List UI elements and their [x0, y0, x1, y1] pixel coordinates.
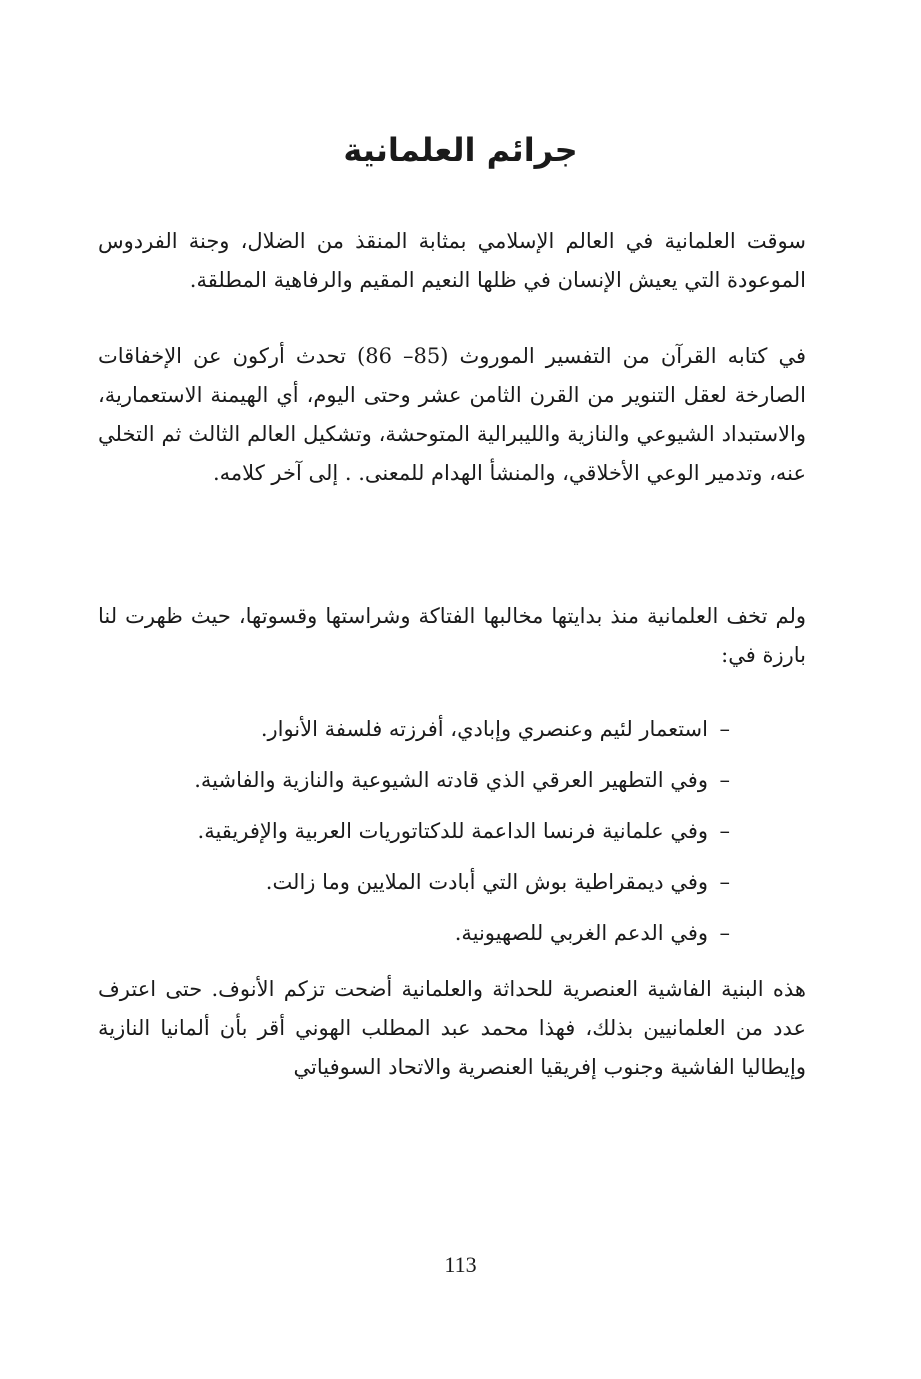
- list-item-text: وفي علمانية فرنسا الداعمة للدكتاتوريات العربية والإفريقية.: [197, 819, 708, 843]
- list-item: [98, 710, 730, 749]
- list-item-text: وفي الدعم الغربي للصهيونية.: [454, 921, 708, 945]
- bullet-dash: –: [719, 717, 730, 741]
- page-number: 113: [444, 1252, 477, 1277]
- bullet-dash: –: [719, 768, 730, 792]
- list-item-text: استعمار لئيم وعنصري وإبادي، أفرزته فلسفة الأنوار.: [260, 717, 708, 741]
- list-item: [98, 761, 730, 800]
- list-item: [98, 914, 730, 953]
- list-item-text: وفي ديمقراطية بوش التي أبادت الملايين وما زالت.: [265, 870, 708, 894]
- bullet-dash: –: [719, 870, 730, 894]
- paragraph-intro: سوقت العلمانية في العالم الإسلامي بمثابة المنقذ من الضلال، وجنة الفردوس الموعودة التي يعيش الإنسان في ظلها النعيم المقيم والرفاهية المطلقة.: [98, 229, 806, 292]
- paragraph-arkoun: في كتابه القرآن من التفسير الموروث (85– 86) تحدث أركون عن الإخفاقات الصارخة لعقل التنوير من القرن الثامن عشر وحتى اليوم، أي الهيمنة الاستعمارية، والاستبداد الشيوعي والنازية والليبرالية المتوحشة، وتشكيل العالم الثالث ثم التخلي عنه، وتدمير الوعي الأخلاقي، والمنشأ الهدام للمعنى. . إلى آخر كلامه.: [98, 344, 806, 485]
- paragraph-claws: ولم تخف العلمانية منذ بدايتها مخالبها الفتاكة وشراستها وقسوتها، حيث ظهرت لنا بارزة في:: [98, 604, 806, 667]
- bullet-dash: –: [719, 921, 730, 945]
- list-item-text: وفي التطهير العرقي الذي قادته الشيوعية والنازية والفاشية.: [194, 768, 708, 792]
- list-item: [98, 812, 730, 851]
- chapter-title: جرائم العلمانية: [343, 131, 578, 169]
- crimes-list: [98, 710, 730, 965]
- paragraph-fascist-structure: هذه البنية الفاشية العنصرية للحداثة والعلمانية أضحت تزكم الأنوف. حتى اعترف عدد من العلمانيين بذلك، فهذا محمد عبد المطلب الهوني أقر بأن ألمانيا النازية وإيطاليا الفاشية وجنوب إفريقيا العنصرية والاتحاد السوفياتي: [98, 977, 806, 1079]
- list-item: [98, 863, 730, 902]
- bullet-dash: –: [719, 819, 730, 843]
